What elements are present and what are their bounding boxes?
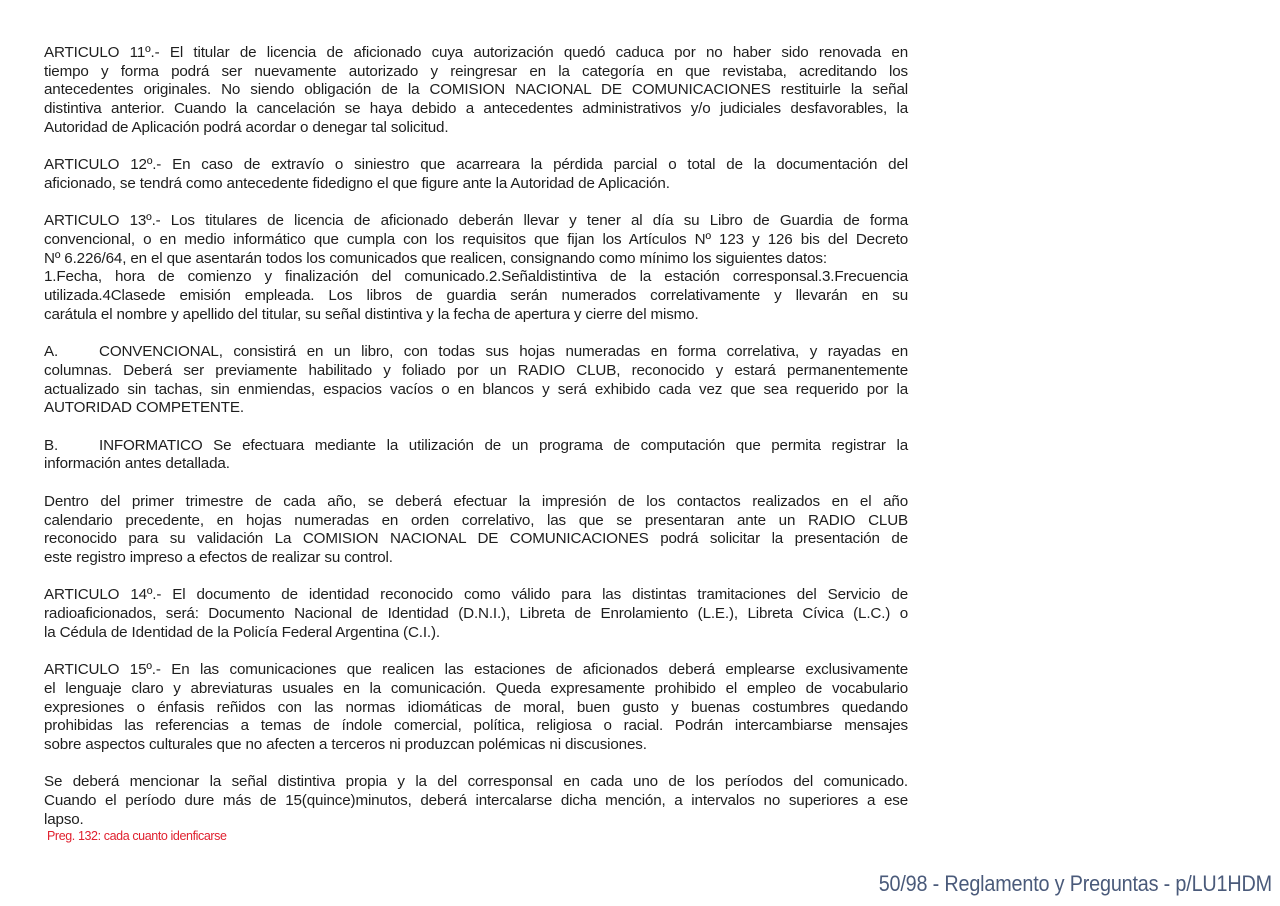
text-line: AUTORIDAD COMPETENTE. (44, 399, 244, 417)
text-line: antecedentes originales. No siendo obligación de la COMISION NACIONAL DE COMUNICACIONES restituirle la señal (44, 81, 908, 99)
text-line: calendario precedente, en hojas numeradas en orden correlativo, las que se presentaran ante un RADIO CLUB (44, 511, 908, 529)
text-line: sobre aspectos culturales que no afecten a terceros ni produzcan polémicas ni discusiones. (44, 735, 647, 753)
text-line: el lenguaje claro y abreviaturas usuales en la comunicación. Queda expresamente prohibido el empleo de vocabulario (44, 679, 908, 697)
paragraph-trimestre (44, 493, 908, 568)
text-line: ARTICULO 11º.- El titular de licencia de aficionado cuya autorización quedó caduca por no haber sido renovada en (44, 44, 908, 61)
text-line: ARTICULO 13º.- Los titulares de licencia de aficionado deberán llevar y tener al día su Libro de Guardia de forma (44, 212, 908, 230)
text-line: ARTICULO 14º.- El documento de identidad reconocido como válido para las distintas tramitaciones del Servicio de (44, 586, 908, 604)
text-line (44, 343, 908, 362)
text-line: distintiva anterior. Cuando la cancelación se haya debido a antecedentes administrativos y/o judiciales desfavorables, la (44, 100, 908, 118)
text-line: Nº 6.226/64, en el que asentarán todos los comunicados que realicen, consignando como mínimo los siguientes datos: (44, 249, 827, 267)
document-page (44, 44, 908, 848)
text-line: carátula el nombre y apellido del titular, su señal distintiva y la fecha de apertura y cierre del mismo. (44, 305, 699, 323)
article-13 (44, 212, 908, 324)
text-span: CONVENCIONAL, consistirá en un libro, con todas sus hojas numeradas en forma correlativa, y rayadas en (99, 343, 908, 361)
text-line: Cuando el período dure más de 15(quince)minutos, deberá intercalarse dicha mención, a intervalos no superiores a ese (44, 792, 908, 809)
text-line: ARTICULO 15º.- En las comunicaciones que realicen las estaciones de aficionados deberá emplearse exclusivamente (44, 661, 908, 679)
text-line: la Cédula de Identidad de la Policía Federal Argentina (C.I.). (44, 623, 440, 641)
text-line: utilizada.4Clasede emisión empleada. Los libros de guardia serán numerados correlativamente y llevarán en su (44, 287, 908, 305)
paragraph-senal-distintiva (44, 773, 908, 829)
text-line: expresiones o énfasis reñidos con las normas idiomáticas de moral, buen gusto y buenas costumbres quedando (44, 698, 908, 716)
text-line: reconocido para su validación La COMISION NACIONAL DE COMUNICACIONES podrá solicitar la presentación de (44, 530, 908, 548)
text-line (44, 437, 908, 456)
text-line: Se deberá mencionar la señal distintiva propia y la del corresponsal en cada uno de los períodos del comunicado. (44, 773, 908, 791)
text-line: este registro impreso a efectos de realizar su control. (44, 548, 393, 566)
text-line: actualizado sin tachas, sin enmiendas, espacios vacíos o en blancos y será exhibido cada vez que sea requerido por la (44, 380, 908, 398)
question-note: Preg. 132: cada cuanto idenficarse (47, 829, 227, 843)
text-line: ARTICULO 12º.- En caso de extravío o siniestro que acarreara la pérdida parcial o total de la documentación del (44, 156, 908, 174)
text-line: prohibidas las referencias a temas de índole comercial, política, religiosa o racial. Podrán intercambiarse mensajes (44, 717, 908, 735)
text-line: radioaficionados, será: Documento Nacional de Identidad (D.N.I.), Libreta de Enrolamiento (L.E.), Libreta Cívica (L.C.) o (44, 605, 908, 622)
text-line: información antes detallada. (44, 455, 230, 473)
text-line: Dentro del primer trimestre de cada año, se deberá efectuar la impresión de los contactos realizados en el año (44, 492, 908, 510)
item-letter: A. (44, 343, 59, 361)
text-line: columnas. Deberá ser previamente habilitado y foliado por un RADIO CLUB, reconocido y estará permanentemente (44, 361, 908, 379)
article-15 (44, 661, 908, 755)
text-line: lapso. (44, 810, 84, 828)
article-12 (44, 156, 908, 193)
text-line: convencional, o en medio informático que cumpla con los requisitos que fijan los Artículos Nº 123 y 126 bis del Decreto (44, 231, 908, 248)
item-letter: B. (44, 436, 59, 454)
article-11 (44, 44, 908, 138)
text-line: Autoridad de Aplicación podrá acordar o denegar tal solicitud. (44, 118, 449, 136)
text-line: tiempo y forma podrá ser nuevamente autorizado y reingresar en la categoría en que revistaba, acreditando los (44, 62, 908, 80)
item-a-convencional (44, 343, 908, 418)
item-b-informatico (44, 437, 908, 474)
text-line: aficionado, se tendrá como antecedente fidedigno el que figure ante la Autoridad de Aplicación. (44, 174, 670, 192)
page-footer: 50/98 - Reglamento y Preguntas - p/LU1HDM (878, 871, 1272, 896)
text-span: INFORMATICO Se efectuara mediante la utilización de un programa de computación que permita registrar la (99, 436, 908, 454)
text-line: 1.Fecha, hora de comienzo y finalización del comunicado.2.Señaldistintiva de la estación corresponsal.3.Frecuencia (44, 268, 908, 286)
article-14 (44, 586, 908, 642)
